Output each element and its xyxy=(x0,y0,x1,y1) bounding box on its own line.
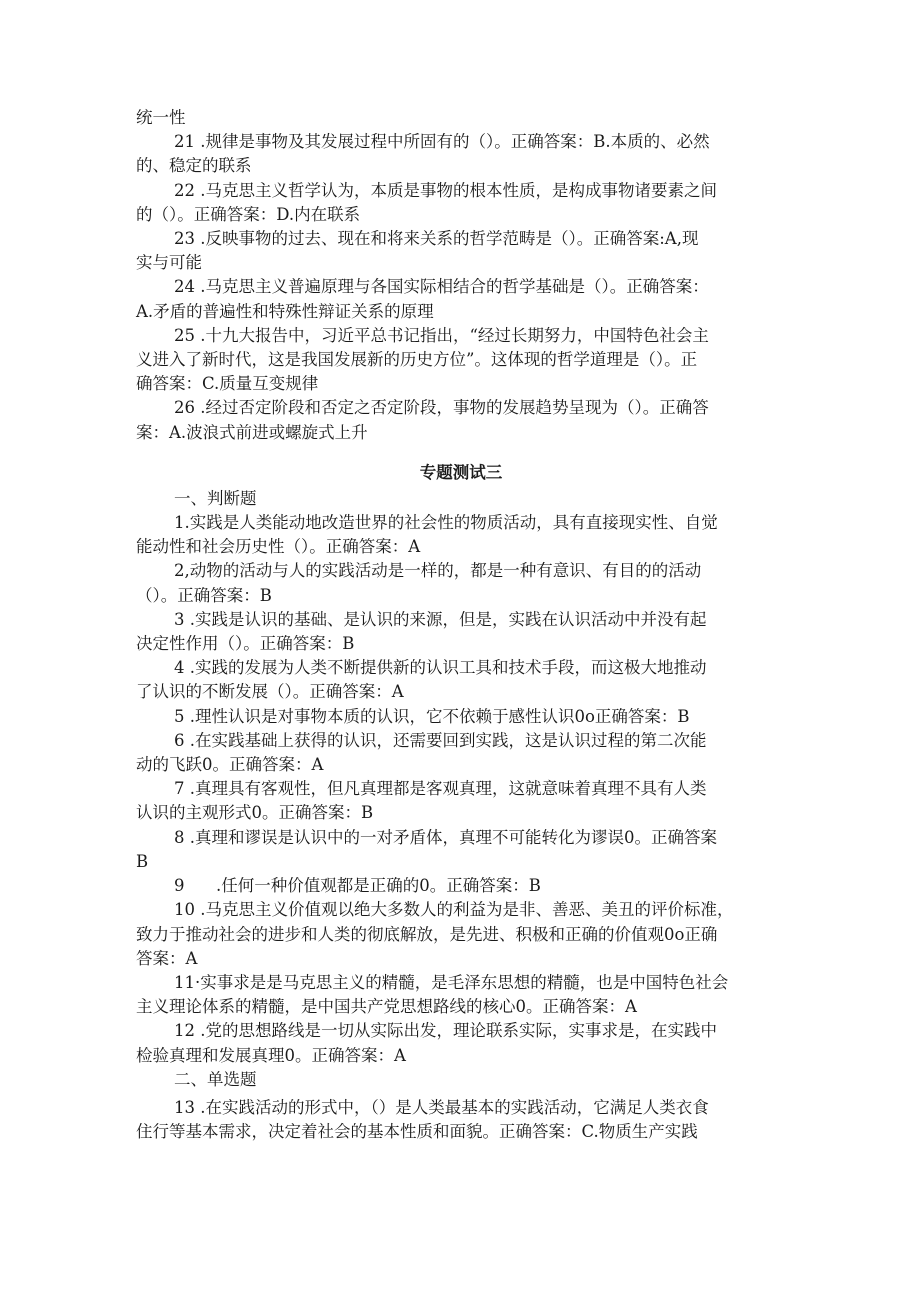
question-item xyxy=(136,324,786,397)
section-title: 专题测试三 xyxy=(419,462,503,482)
question-item xyxy=(136,705,786,729)
part2-title: 二、单选题 xyxy=(174,1069,257,1089)
question-first-line: 5 .理性认识是对事物本质的认识，它不依赖于感性认识0o正确答案：B xyxy=(174,706,690,726)
question-first-line: 3 .实践是认识的基础、是认识的来源，但是，实践在认识活动中并没有起 xyxy=(174,609,707,629)
question-item xyxy=(136,396,786,444)
question-item xyxy=(136,559,786,607)
question-continuation-line: 决定性作用（）。正确答案：B xyxy=(136,634,355,654)
question-first-line: 24 .马克思主义普遍原理与各国实际相结合的哲学基础是（）。正确答案： xyxy=(174,277,709,297)
question-continuation-line: 确答案：C.质量互变规律 xyxy=(136,374,319,394)
document-page xyxy=(136,106,786,1144)
question-continuation-line: 住行等基本需求，决定着社会的基本性质和面貌。正确答案：C.物质生产实践 xyxy=(136,1122,698,1142)
question-item xyxy=(136,971,786,1019)
question-item xyxy=(136,1019,786,1067)
question-continuation-line: 案：A.波浪式前进或螺旋式上升 xyxy=(136,422,368,442)
question-continuation-line: 动的飞跃0。正确答案：A xyxy=(136,755,324,775)
question-item xyxy=(136,227,786,275)
question-first-line: 2,动物的活动与人的实践活动是一样的，都是一种有意识、有目的的活动 xyxy=(174,561,702,581)
question-first-line: 12 .党的思想路线是一切从实际出发，理论联系实际，实事求是，在实践中 xyxy=(174,1021,717,1041)
question-first-line: 9 .任何一种价值观都是正确的0。正确答案：B xyxy=(174,876,541,896)
question-continuation-line: 答案：A xyxy=(136,948,198,968)
question-first-line: 8 .真理和谬误是认识中的一对矛盾体，真理不可能转化为谬误0。正确答案 xyxy=(174,827,717,847)
question-item xyxy=(136,656,786,704)
question-continuation-line: 主义理论体系的精髓，是中国共产党思想路线的核心0。正确答案：A xyxy=(136,997,637,1017)
question-item xyxy=(136,898,786,971)
question-item xyxy=(136,275,786,323)
question-item xyxy=(136,179,786,227)
single-choice-question-list xyxy=(136,1096,786,1144)
question-item xyxy=(136,826,786,874)
question-item xyxy=(136,729,786,777)
question-first-line: 1.实践是人类能动地改造世界的社会性的物质活动，具有直接现实性、自觉 xyxy=(174,513,718,533)
part1-title: 一、判断题 xyxy=(174,488,257,508)
question-continuation-line: 了认识的不断发展（）。正确答案：A xyxy=(136,682,404,702)
question-item xyxy=(136,511,786,559)
question-continuation-line: （）。正确答案：B xyxy=(136,585,272,605)
question-continuation-line: 义进入了新时代，这是我国发展新的历史方位”。这体现的哲学道理是（）。正 xyxy=(136,350,698,370)
continuation-line: 统一性 xyxy=(136,108,186,127)
question-continuation-line: 致力于推动社会的进步和人类的彻底解放，是先进、积极和正确的价值观0o正确 xyxy=(136,924,718,944)
question-continuation-line: 的、稳定的联系 xyxy=(136,156,252,176)
question-first-line: 10 .马克思主义价值观以绝大多数人的利益为是非、善恶、美丑的评价标准， xyxy=(174,900,734,920)
question-first-line: 6 .在实践基础上获得的认识，还需要回到实践，这是认识过程的第二次能 xyxy=(174,730,707,750)
question-first-line: 23 .反映事物的过去、现在和将来关系的哲学范畴是（）。正确答案:A,现 xyxy=(174,229,699,249)
question-first-line: 13 .在实践活动的形式中，（）是人类最基本的实践活动，它满足人类衣食 xyxy=(174,1097,709,1117)
question-first-line: 26 .经过否定阶段和否定之否定阶段，事物的发展趋势呈现为（）。正确答 xyxy=(174,398,709,418)
question-first-line: 25 .十九大报告中，习近平总书记指出，“经过长期努力，中国特色社会主 xyxy=(174,325,709,345)
question-continuation-line: 检验真理和发展真理0。正确答案：A xyxy=(136,1045,406,1065)
top-question-list xyxy=(136,130,786,445)
question-item xyxy=(136,874,786,898)
question-continuation-line: 认识的主观形式0。正确答案：B xyxy=(136,803,374,823)
question-continuation-line: B xyxy=(136,851,149,871)
judgment-question-list xyxy=(136,511,786,1068)
question-continuation-line: 的（）。正确答案：D.内在联系 xyxy=(136,204,361,224)
question-first-line: 21 .规律是事物及其发展过程中所固有的（）。正确答案：B.本质的、必然 xyxy=(174,132,710,152)
question-item xyxy=(136,1096,786,1144)
question-first-line: 4 .实践的发展为人类不断提供新的认识工具和技术手段，而这极大地推动 xyxy=(174,658,707,678)
question-first-line: 7 .真理具有客观性，但凡真理都是客观真理，这就意味着真理不具有人类 xyxy=(174,779,707,799)
question-item xyxy=(136,130,786,178)
question-continuation-line: 能动性和社会历史性（）。正确答案：A xyxy=(136,537,421,557)
question-first-line: 11·实事求是是马克思主义的精髓，是毛泽东思想的精髓，也是中国特色社会 xyxy=(174,972,729,992)
question-first-line: 22 .马克思主义哲学认为，本质是事物的根本性质，是构成事物诸要素之间 xyxy=(174,180,717,200)
question-continuation-line: A.矛盾的普遍性和特殊性辩证关系的原理 xyxy=(136,301,434,321)
question-item xyxy=(136,608,786,656)
question-continuation-line: 实与可能 xyxy=(136,253,202,273)
question-item xyxy=(136,777,786,825)
